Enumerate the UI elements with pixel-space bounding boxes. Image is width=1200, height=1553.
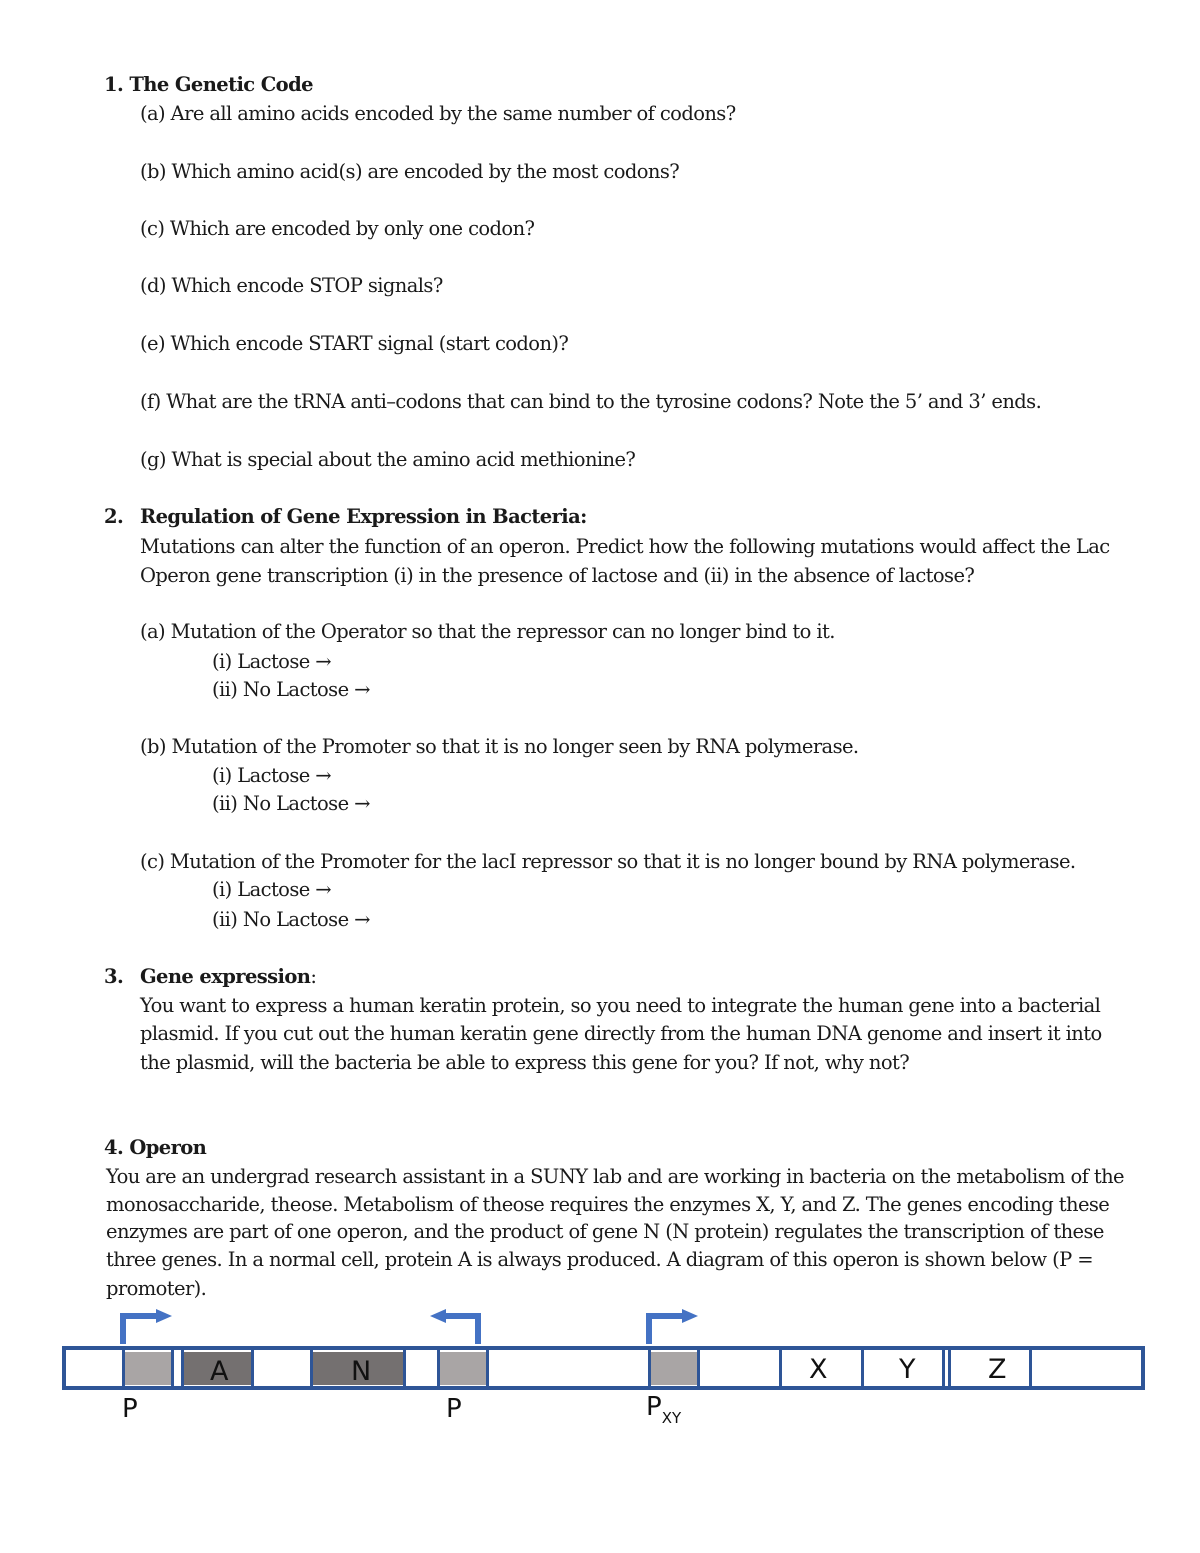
gene-x-label: X xyxy=(809,1354,828,1385)
divider xyxy=(486,1350,489,1386)
divider xyxy=(779,1350,782,1386)
divider xyxy=(948,1350,951,1386)
q4-line-3: enzymes are part of one operon, and the product of gene N (N protein) regulates the transcription of these xyxy=(106,1220,1104,1243)
promoter-xy-label xyxy=(646,1392,682,1427)
q1-title: 1. The Genetic Code xyxy=(104,73,313,96)
q4-line-1: You are an undergrad research assistant in a SUNY lab and are working in bacteria on the metabolism of the xyxy=(106,1165,1124,1188)
q4-line-5: promoter). xyxy=(106,1277,207,1300)
gene-z-label: Z xyxy=(988,1354,1007,1385)
q2-b: (b) Mutation of the Promoter so that it is no longer seen by RNA polymerase. xyxy=(140,735,859,758)
q1-e: (e) Which encode START signal (start codon)? xyxy=(140,332,569,355)
q4-title: 4. Operon xyxy=(104,1136,207,1159)
q2-number: 2. xyxy=(104,505,124,528)
q3-line-3: the plasmid, will the bacteria be able to express this gene for you? If not, why not? xyxy=(140,1051,910,1074)
gene-n-box xyxy=(313,1352,403,1385)
q2-intro-1: Mutations can alter the function of an operon. Predict how the following mutations would affect the Lac xyxy=(140,535,1110,558)
q1-a: (a) Are all amino acids encoded by the same number of codons? xyxy=(140,102,736,125)
q2-a-i: (i) Lactose → xyxy=(212,650,332,673)
q2-c-i: (i) Lactose → xyxy=(212,878,332,901)
promoter-1-box xyxy=(125,1352,171,1385)
operon-diagram xyxy=(62,1346,1145,1390)
q4-line-2: monosaccharide, theose. Metabolism of theose requires the enzymes X, Y, and Z. The genes encoding these xyxy=(106,1193,1110,1216)
divider xyxy=(171,1350,174,1386)
promoter-2-box xyxy=(440,1352,486,1385)
promoter-2-label: P xyxy=(446,1394,462,1424)
promoter-1-label: P xyxy=(122,1394,138,1424)
promoter-xy-right-arrow-icon xyxy=(644,1308,704,1346)
divider xyxy=(403,1350,406,1386)
q3-line-2: plasmid. If you cut out the human keratin gene directly from the human DNA genome and insert it into xyxy=(140,1022,1102,1045)
q2-c: (c) Mutation of the Promoter for the lacI repressor so that it is no longer bound by RNA polymerase. xyxy=(140,850,1076,873)
q4-line-4: three genes. In a normal cell, protein A is always produced. A diagram of this operon is shown below (P = xyxy=(106,1248,1093,1271)
divider xyxy=(251,1350,254,1386)
promoter-xy-box xyxy=(651,1352,697,1385)
q2-intro-2: Operon gene transcription (i) in the presence of lactose and (ii) in the absence of lactose? xyxy=(140,564,975,587)
gene-y-label: Y xyxy=(899,1354,916,1385)
promoter-xy-subscript: XY xyxy=(661,1409,682,1427)
promoter-xy-letter: P xyxy=(646,1392,662,1422)
q2-title: Regulation of Gene Expression in Bacteria: xyxy=(140,505,587,528)
q2-heading xyxy=(104,505,587,529)
q2-a-ii: (ii) No Lactose → xyxy=(212,678,370,701)
gene-a-box xyxy=(184,1352,251,1385)
q2-a: (a) Mutation of the Operator so that the repressor can no longer bind to it. xyxy=(140,620,835,643)
gene-n-label: N xyxy=(351,1356,372,1387)
promoter-2-left-arrow-icon xyxy=(428,1308,488,1346)
gene-a-label: A xyxy=(210,1356,229,1387)
divider xyxy=(861,1350,864,1386)
q2-b-i: (i) Lactose → xyxy=(212,764,332,787)
q2-c-ii: (ii) No Lactose → xyxy=(212,908,370,931)
q1-g: (g) What is special about the amino acid methionine? xyxy=(140,448,636,471)
divider xyxy=(942,1350,945,1386)
q3-title: Gene expression xyxy=(140,965,311,988)
q1-c: (c) Which are encoded by only one codon? xyxy=(140,217,535,240)
q1-d: (d) Which encode STOP signals? xyxy=(140,274,443,297)
q3-heading xyxy=(104,965,316,989)
q2-b-ii: (ii) No Lactose → xyxy=(212,792,370,815)
promoter-1-right-arrow-icon xyxy=(118,1308,178,1346)
q1-f: (f) What are the tRNA anti–codons that can bind to the tyrosine codons? Note the 5’ and 3’ ends. xyxy=(140,390,1042,413)
divider xyxy=(697,1350,700,1386)
q3-number: 3. xyxy=(104,965,124,988)
q3-colon: : xyxy=(310,965,317,988)
divider xyxy=(1029,1350,1032,1386)
q1-b: (b) Which amino acid(s) are encoded by the most codons? xyxy=(140,160,680,183)
q3-line-1: You want to express a human keratin protein, so you need to integrate the human gene into a bacterial xyxy=(140,994,1101,1017)
